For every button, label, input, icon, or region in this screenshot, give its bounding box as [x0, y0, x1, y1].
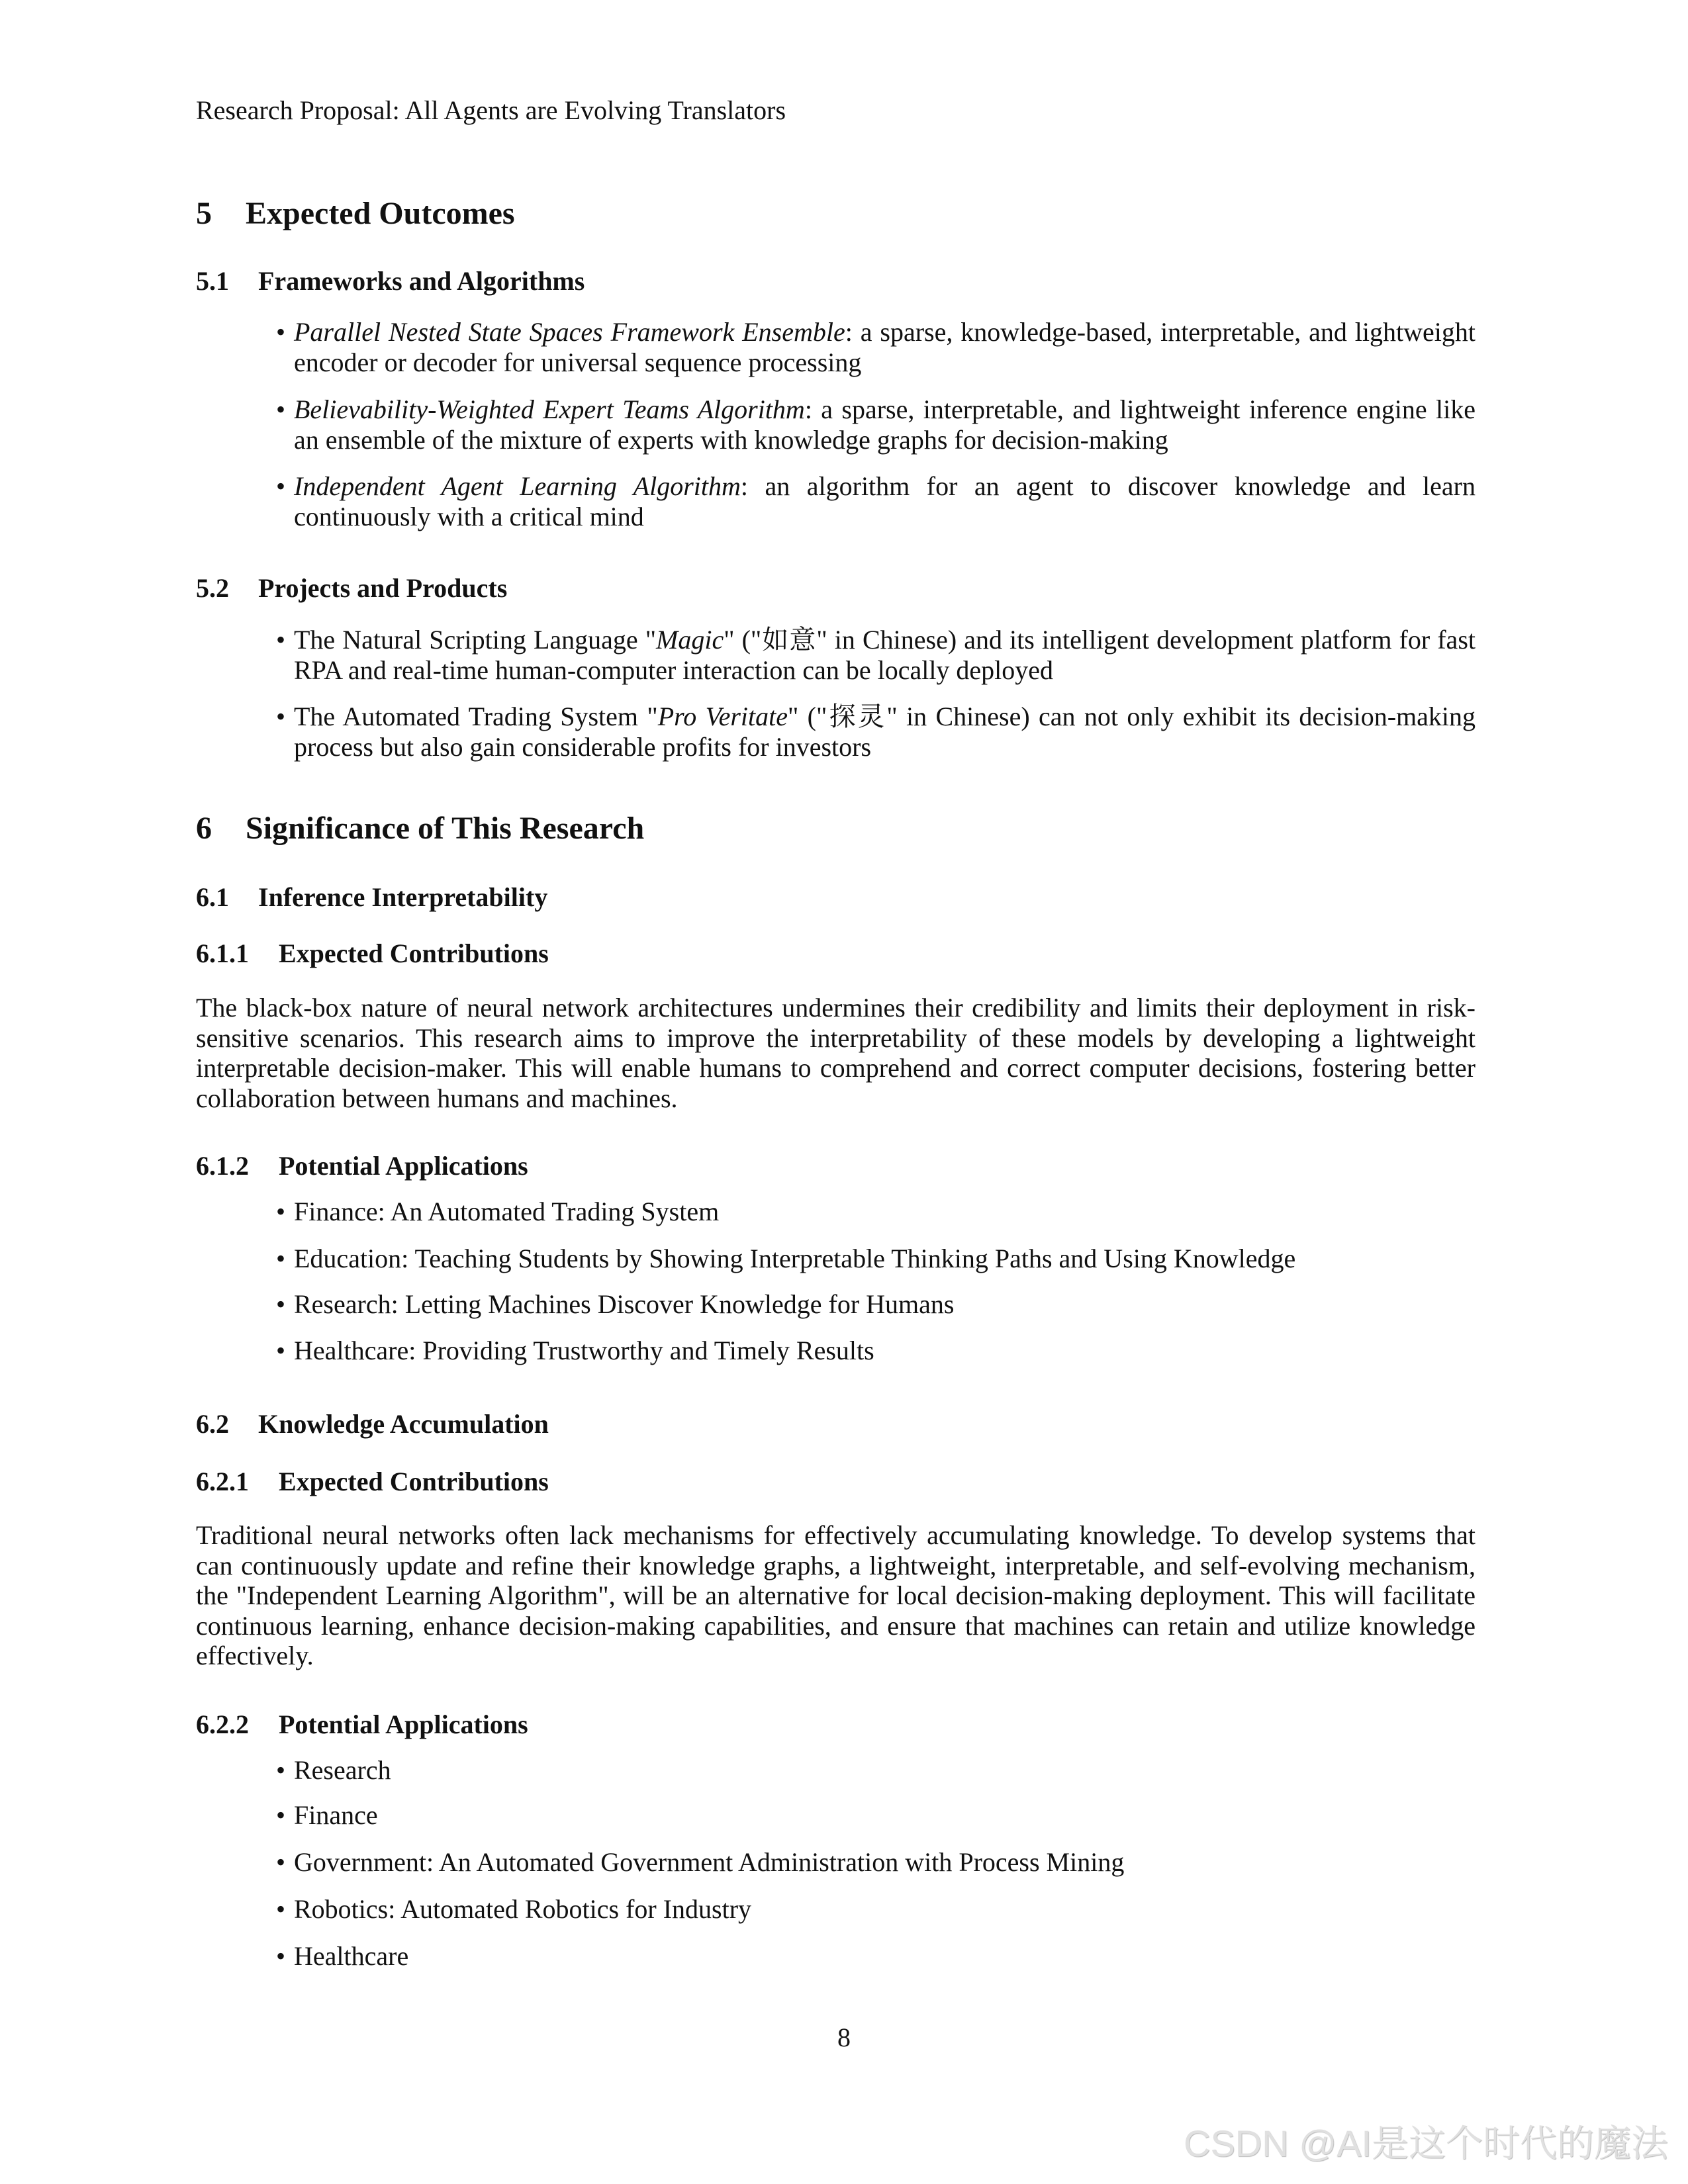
section-title: Potential Applications [279, 1709, 528, 1739]
item-text: " ("如意" in Chinese) and its intelligent development platform for fast RPA and real-time human-computer interaction can be locally deployed [294, 625, 1476, 685]
list-item [276, 1289, 1476, 1320]
item-text: Education: Teaching Students by Showing Interpretable Thinking Paths and Using Knowledge [294, 1244, 1296, 1273]
section-number: 5 [196, 196, 212, 231]
item-text: : a sparse, interpretable, and lightweight inference engine like an ensemble of the mixture of experts with knowledge graphs for decision-making [294, 394, 1476, 455]
list-item [276, 1847, 1476, 1878]
section-number: 6.2 [196, 1409, 229, 1439]
item-text: Robotics: Automated Robotics for Industry [294, 1894, 752, 1924]
subsection-heading-5-2 [196, 573, 507, 604]
subsubsection-heading-6-1-1 [196, 938, 549, 969]
section-number: 6 [196, 811, 212, 846]
section-title: Expected Contributions [279, 938, 549, 968]
item-text: Healthcare [294, 1941, 409, 1971]
bullet-icon: • [276, 1244, 286, 1273]
section-title: Knowledge Accumulation [258, 1409, 549, 1439]
list-item [276, 1336, 1476, 1366]
list-item [276, 1800, 1476, 1831]
list-item [276, 1894, 1476, 1925]
item-name: Independent Agent Learning Algorithm [294, 471, 741, 501]
item-name: Pro Veritate [657, 702, 788, 731]
item-text: Government: An Automated Government Administration with Process Mining [294, 1847, 1125, 1877]
item-text: : a sparse, knowledge-based, interpretable, and lightweight encoder or decoder for universal sequence processing [294, 317, 1476, 377]
item-prefix: The Natural Scripting Language " [294, 625, 657, 655]
section-title: Expected Contributions [279, 1467, 549, 1496]
paragraph: The black-box nature of neural network architectures undermines their credibility and limits their deployment in risk-sensitive scenarios. This research aims to improve the interpretability of these models by developing a lightweight interpretable decision-maker. This will enable humans to comprehend and correct computer decisions, fostering better collaboration between humans and machines. [196, 993, 1476, 1113]
section-number: 6.2.2 [196, 1709, 249, 1739]
section-title: Projects and Products [258, 573, 508, 603]
bullet-icon: • [276, 1847, 286, 1877]
item-name: Magic [656, 625, 724, 655]
section-title: Frameworks and Algorithms [258, 266, 585, 296]
section-number: 5.2 [196, 573, 229, 603]
bullet-icon: • [276, 1941, 286, 1971]
list-item [276, 1755, 1476, 1786]
section-title: Inference Interpretability [258, 882, 548, 912]
watermark: CSDN @AI是这个时代的魔法 [1184, 2122, 1668, 2164]
bullet-icon: • [276, 394, 286, 424]
section-number: 5.1 [196, 266, 229, 296]
subsubsection-heading-6-2-2 [196, 1709, 528, 1740]
bullet-icon: • [276, 1197, 286, 1226]
list-item [276, 471, 1476, 532]
section-number: 6.1.1 [196, 938, 249, 968]
item-text: Research [294, 1755, 391, 1785]
list-item [276, 317, 1476, 378]
subsection-heading-5-1 [196, 266, 585, 296]
section-number: 6.1 [196, 882, 229, 912]
section-number: 6.1.2 [196, 1151, 249, 1181]
page-number: 8 [837, 2023, 851, 2052]
subsubsection-heading-6-2-1 [196, 1467, 549, 1497]
bullet-icon: • [276, 1336, 286, 1365]
list-item [276, 1941, 1476, 1972]
subsection-heading-6-1 [196, 882, 547, 913]
section-title: Expected Outcomes [246, 196, 515, 231]
subsection-heading-6-2 [196, 1409, 549, 1439]
item-text: : an algorithm for an agent to discover knowledge and learn continuously with a critical mind [294, 471, 1476, 531]
item-prefix: The Automated Trading System " [294, 702, 658, 731]
bullet-icon: • [276, 1800, 286, 1830]
bullet-icon: • [276, 317, 286, 347]
section-title: Significance of This Research [246, 811, 645, 846]
bullet-icon: • [276, 1755, 286, 1785]
bullet-icon: • [276, 702, 286, 731]
running-header: Research Proposal: All Agents are Evolving Translators [196, 95, 786, 125]
item-text: Research: Letting Machines Discover Knowledge for Humans [294, 1289, 955, 1319]
list-item [276, 1197, 1476, 1227]
subsubsection-heading-6-1-2 [196, 1151, 528, 1181]
list-item [276, 702, 1476, 762]
section-heading-6 [196, 810, 644, 847]
item-text: Finance: An Automated Trading System [294, 1197, 720, 1226]
item-text: Healthcare: Providing Trustworthy and Timely Results [294, 1336, 874, 1365]
section-number: 6.2.1 [196, 1467, 249, 1496]
list-item [276, 625, 1476, 686]
list-item [276, 1244, 1476, 1274]
paragraph: Traditional neural networks often lack mechanisms for effectively accumulating knowledge. To develop systems that can continuously update and refine their knowledge graphs, a lightweight, interpretable, and self-evolving mechanism, the "Independent Learning Algorithm", will be an alternative for local decision-making deployment. This will facilitate continuous learning, enhance decision-making capabilities, and ensure that machines can retain and utilize knowledge effectively. [196, 1520, 1476, 1670]
item-name: Believability-Weighted Expert Teams Algorithm [294, 394, 805, 424]
bullet-icon: • [276, 471, 286, 501]
bullet-icon: • [276, 1289, 286, 1319]
section-heading-5 [196, 195, 515, 232]
section-title: Potential Applications [279, 1151, 528, 1181]
item-text: " ("探灵" in Chinese) can not only exhibit its decision-making process but also gain considerable profits for investors [294, 702, 1476, 762]
bullet-icon: • [276, 1894, 286, 1924]
item-name: Parallel Nested State Spaces Framework Ensemble [294, 317, 845, 347]
item-text: Finance [294, 1800, 378, 1830]
bullet-icon: • [276, 625, 286, 655]
list-item [276, 394, 1476, 455]
